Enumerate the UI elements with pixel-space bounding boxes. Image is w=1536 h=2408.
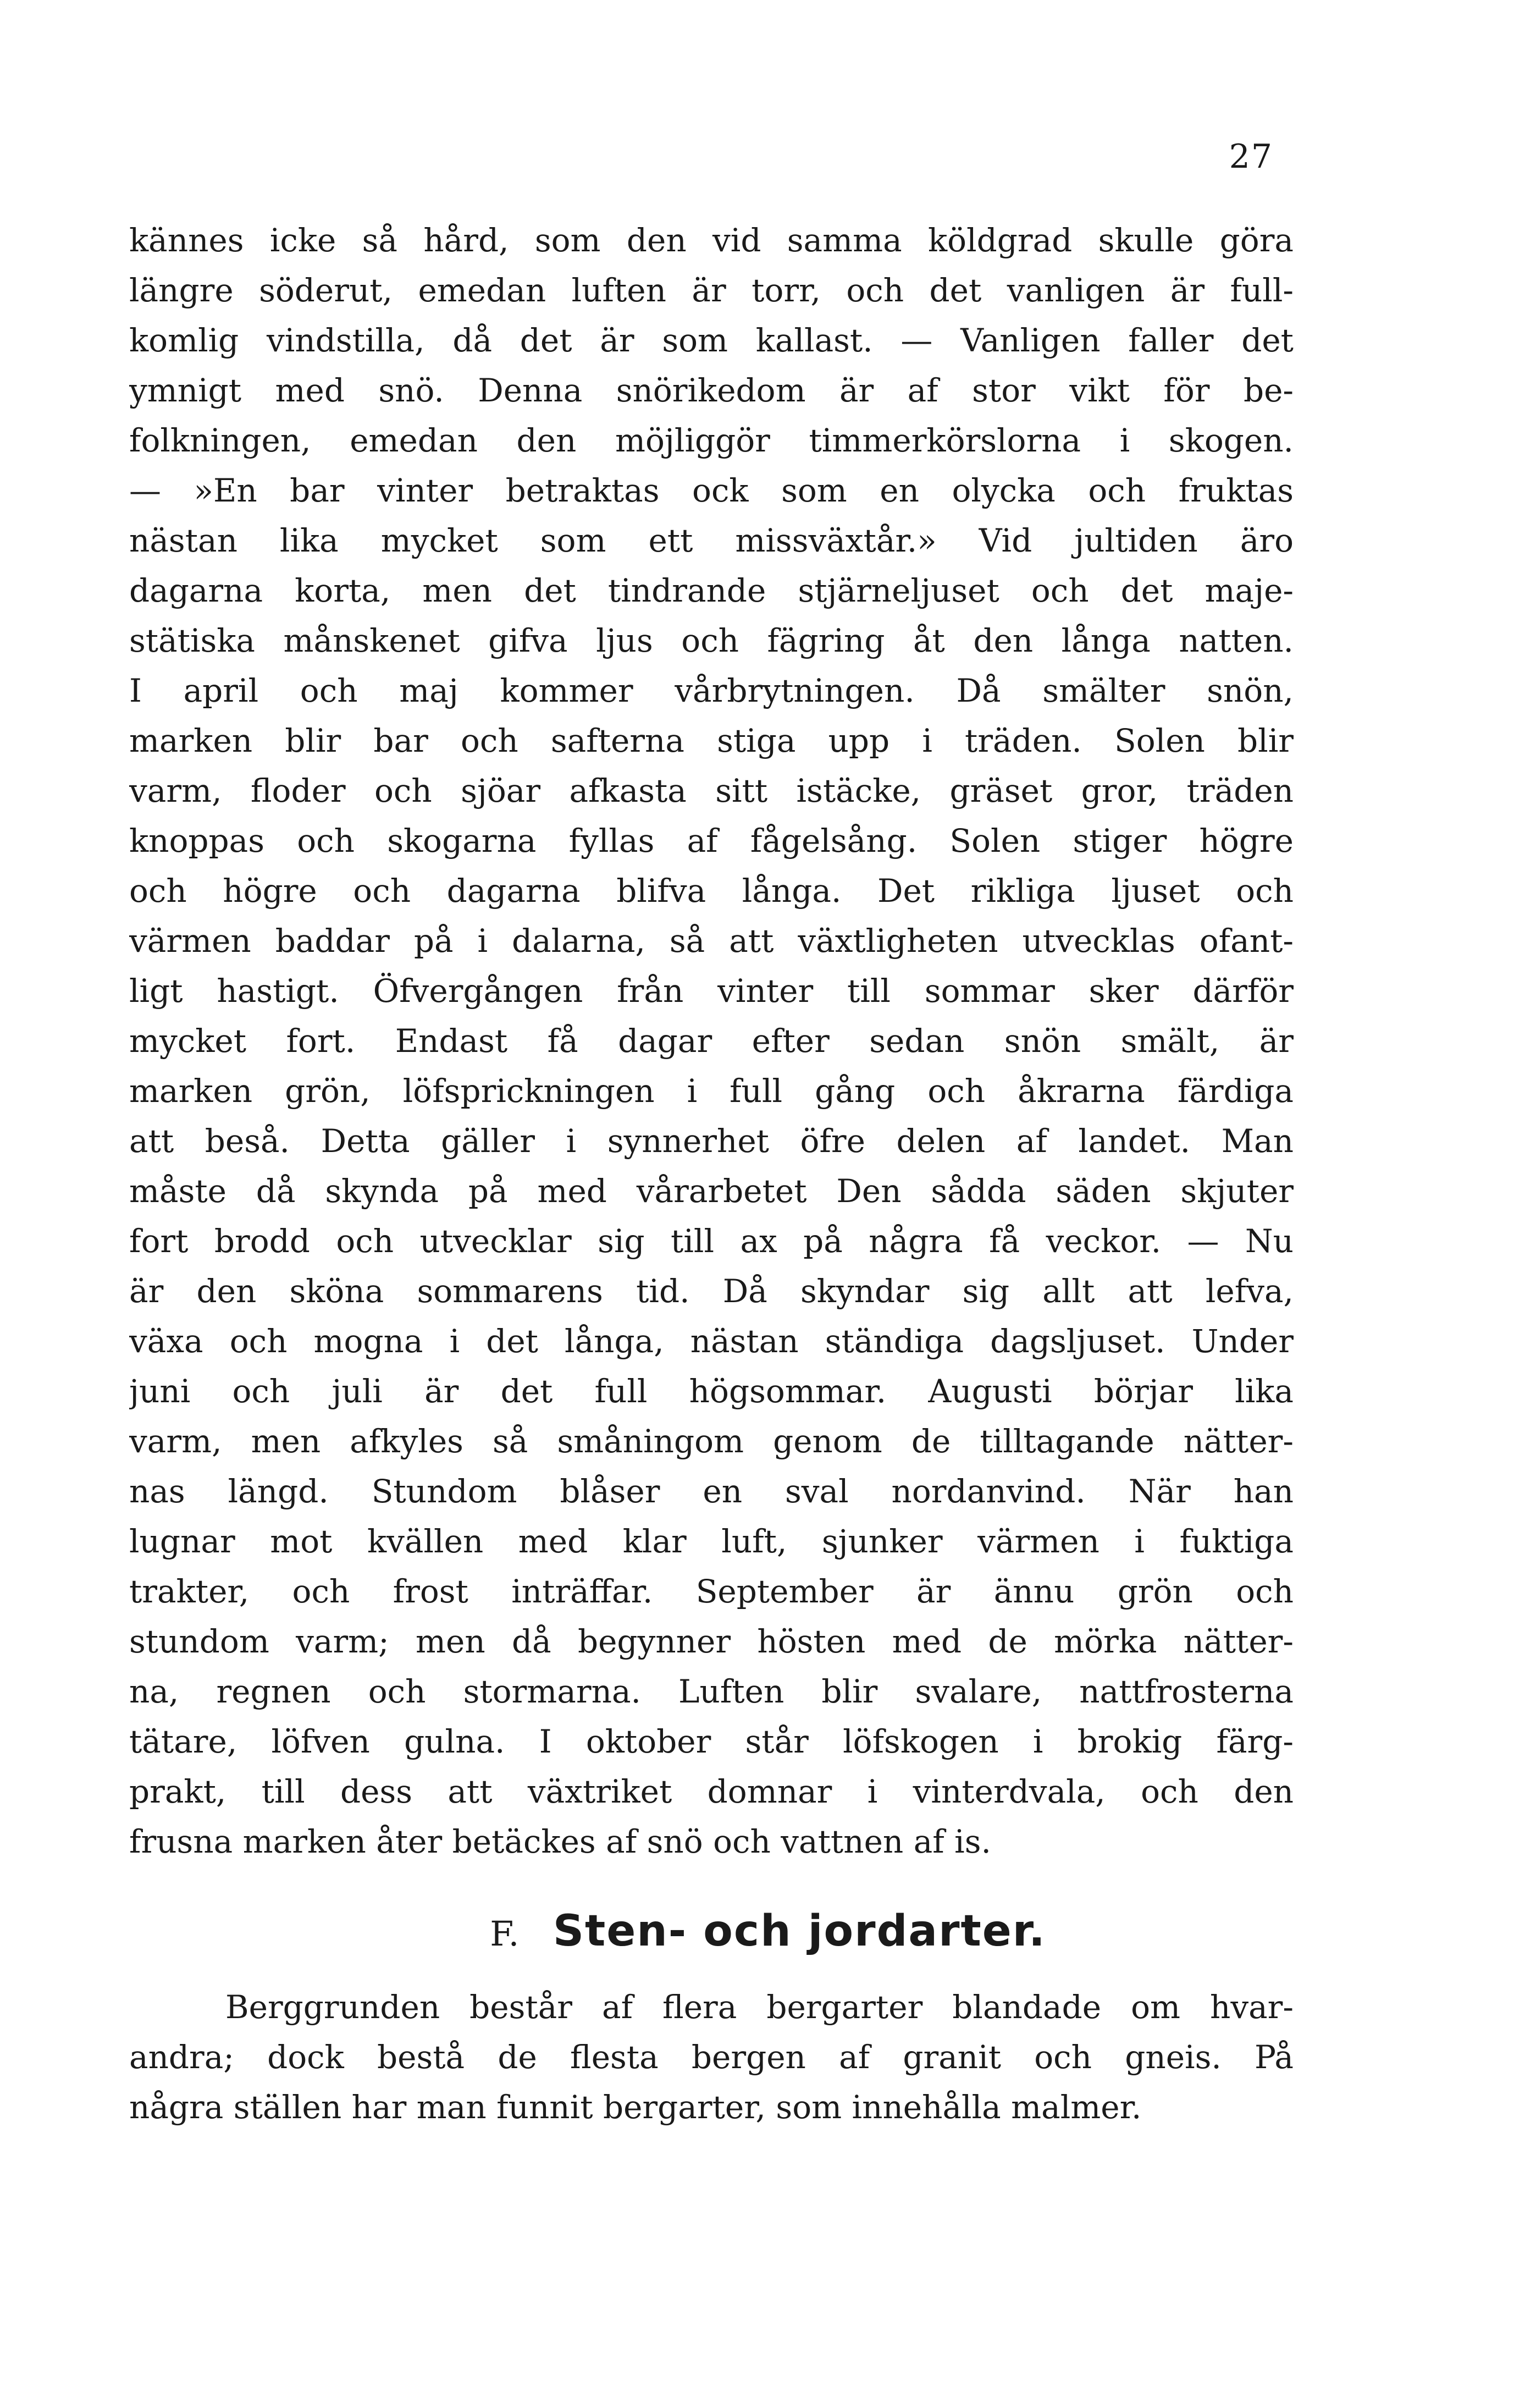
text-line: prakt, till dess att växtriket domnar i vinterdvala, och den [129,1773,1294,1810]
text-line: fort brodd och utvecklar sig till ax på några få veckor. — Nu [129,1222,1294,1260]
text-line: na, regnen och stormarna. Luften blir svalare, nattfrosterna [129,1673,1294,1710]
text-line: marken grön, löfsprickningen i full gång och åkrarna färdiga [129,1072,1294,1110]
text-line: lugnar mot kvällen med klar luft, sjunker värmen i fuktiga [129,1523,1294,1560]
text-line: — »En bar vinter betraktas ock som en olycka och fruktas [129,472,1294,509]
text-line: dagarna korta, men det tindrande stjärneljuset och det maje- [129,572,1294,609]
text-line: andra; dock bestå de flesta bergen af granit och gneis. På [129,2038,1294,2076]
text-line: och högre och dagarna blifva långa. Det rikliga ljuset och [129,872,1294,910]
text-line: tätare, löfven gulna. I oktober står löfskogen i brokig färg- [129,1723,1294,1760]
text-line: mycket fort. Endast få dagar efter sedan snön smält, är [129,1022,1294,1060]
text-line: frusna marken åter betäckes af snö och vattnen af is. [129,1823,991,1860]
section-title: Sten- och jordarter. [552,1906,1046,1956]
text-line: värmen baddar på i dalarna, så att växtligheten utvecklas ofant- [129,922,1294,960]
text-line: växa och mogna i det långa, nästan ständiga dagsljuset. Under [129,1323,1294,1360]
text-line: stätiska månskenet gifva ljus och fägring åt den långa natten. [129,622,1294,659]
body-paragraph-bedrock [129,1982,1294,2133]
text-line: att beså. Detta gäller i synnerhet öfre delen af landet. Man [129,1122,1294,1160]
section-letter: F. [490,1914,520,1954]
text-line: nästan lika mycket som ett missväxtår.» Vid jultiden äro [129,522,1294,559]
text-line: marken blir bar och safterna stiga upp i träden. Solen blir [129,722,1294,759]
text-line: komlig vindstilla, då det är som kallast. — Vanligen faller det [129,322,1294,359]
text-line: trakter, och frost inträffar. September är ännu grön och [129,1573,1294,1610]
text-line: ymnigt med snö. Denna snörikedom är af stor vikt för be- [129,372,1294,409]
section-heading [0,1904,1536,1961]
text-line: varm, floder och sjöar afkasta sitt istäcke, gräset gror, träden [129,772,1294,809]
text-line: längre söderut, emedan luften är torr, och det vanligen är full- [129,272,1294,309]
text-line: I april och maj kommer vårbrytningen. Då smälter snön, [129,672,1294,709]
body-paragraph-climate [129,216,1294,1867]
text-line: nas längd. Stundom blåser en sval nordanvind. När han [129,1473,1294,1510]
text-line: några ställen har man funnit bergarter, som innehålla malmer. [129,2089,1142,2126]
text-line: måste då skynda på med vårarbetet Den sådda säden skjuter [129,1172,1294,1210]
text-line: varm, men afkyles så småningom genom de tilltagande nätter- [129,1423,1294,1460]
text-line: är den sköna sommarens tid. Då skyndar sig allt att lefva, [129,1272,1294,1310]
page-number: 27 [1229,137,1273,176]
text-line: stundom varm; men då begynner hösten med de mörka nätter- [129,1623,1294,1660]
text-line: juni och juli är det full högsommar. Augusti börjar lika [129,1373,1294,1410]
text-line: folkningen, emedan den möjliggör timmerkörslorna i skogen. [129,422,1294,459]
text-line: kännes icke så hård, som den vid samma köldgrad skulle göra [129,222,1294,259]
text-line: ligt hastigt. Öfvergången från vinter till sommar sker därför [129,972,1294,1010]
text-line: knoppas och skogarna fyllas af fågelsång. Solen stiger högre [129,822,1294,859]
text-line: Berggrunden består af flera bergarter blandade om hvar- [225,1988,1294,2026]
